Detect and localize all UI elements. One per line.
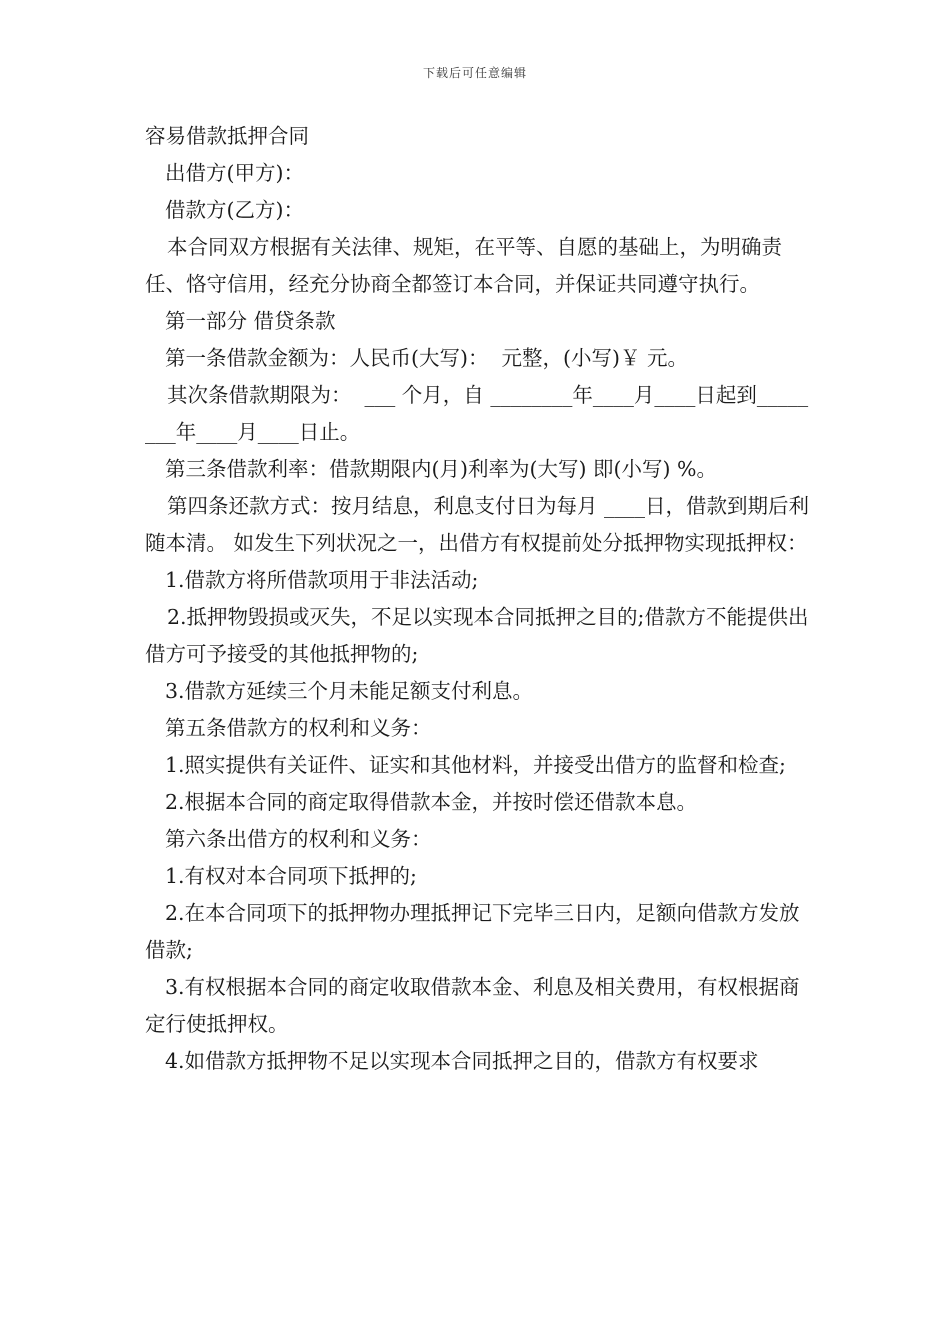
- paragraph: 第五条借款方的权利和义务：: [165, 716, 432, 740]
- header-note: 下载后可任意编辑: [422, 66, 527, 80]
- paragraph: 出借方(甲方)：: [165, 161, 304, 185]
- paragraph: 3.有权根据本合同的商定收取借款本金、利息及相关费用，有权根据商定行使抵押权。: [145, 975, 800, 1036]
- paragraph: 4.如借款方抵押物不足以实现本合同抵押之目的，借款方有权要求: [165, 1049, 759, 1073]
- paragraph: 第一条借款金额为：人民币(大写)： 元整，(小写)￥ 元。: [165, 346, 689, 370]
- paragraph: 1.照实提供有关证件、证实和其他材料，并接受出借方的监督和检查;: [165, 753, 786, 777]
- document-paragraphs: [145, 155, 810, 1080]
- paragraph: 第一部分 借贷条款: [165, 309, 336, 333]
- paragraph: 其次条借款期限为： ___ 个月，自 ________年____月____日起到________年____月____日止。: [145, 383, 809, 444]
- paragraph: 借款方(乙方)：: [165, 198, 304, 222]
- paragraph: 1.有权对本合同项下抵押的;: [165, 864, 417, 888]
- paragraph: 第三条借款利率：借款期限内(月)利率为(大写) 即(小写) %。: [165, 457, 717, 481]
- paragraph: 2.抵押物毁损或灭失，不足以实现本合同抵押之目的;借款方不能提供出借方可予接受的其他抵押物的;: [145, 605, 809, 666]
- paragraph: 第六条出借方的权利和义务：: [165, 827, 432, 851]
- paragraph: 2.在本合同项下的抵押物办理抵押记下完毕三日内，足额向借款方发放借款;: [145, 901, 800, 962]
- paragraph: 本合同双方根据有关法律、规矩，在平等、自愿的基础上，为明确责任、恪守信用，经充分协商全都签订本合同，并保证共同遵守执行。: [145, 235, 782, 296]
- paragraph: 第四条还款方式：按月结息，利息支付日为每月 ____日，借款到期后利随本清。 如发生下列状况之一，出借方有权提前处分抵押物实现抵押权：: [145, 494, 810, 555]
- document-body: [145, 118, 810, 1080]
- paragraph: 1.借款方将所借款项用于非法活动;: [165, 568, 479, 592]
- document-title: 容易借款抵押合同: [145, 124, 309, 148]
- paragraph: 2.根据本合同的商定取得借款本金，并按时偿还借款本息。: [165, 790, 698, 814]
- paragraph: 3.借款方延续三个月未能足额支付利息。: [165, 679, 534, 703]
